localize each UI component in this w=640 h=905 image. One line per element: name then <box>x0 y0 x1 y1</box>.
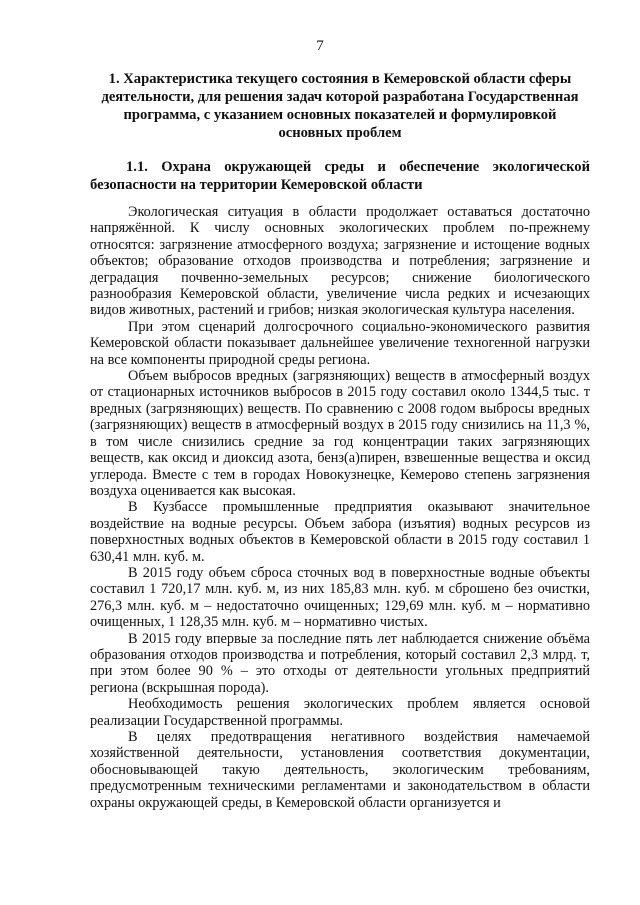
paragraph: Необходимость решения экологических проблем является основой реализации Государственной программы. <box>90 696 590 729</box>
paragraph: В 2015 году впервые за последние пять лет наблюдается снижение объёма образования отходов производства и потребления, который составил 2,3 млрд. т, при этом более 90 % – это отходы от деятельности угольных предприятий региона (вскрышная порода). <box>90 630 590 696</box>
subsection-heading: 1.1. Охрана окружающей среды и обеспечение экологической безопасности на территории Кемеровской области <box>90 159 590 193</box>
paragraph: При этом сценарий долгосрочного социально-экономического развития Кемеровской области показывает дальнейшее увеличение техногенной нагрузки на все компоненты природной среды региона. <box>90 318 590 368</box>
paragraph: Объем выбросов вредных (загрязняющих) веществ в атмосферный воздух от стационарных источников выбросов в 2015 году составил около 1344,5 тыс. т вредных (загрязняющих) веществ. По сравнению с 2008 годом выбросы вредных (загрязняющих) веществ в атмосферный воздух в 2015 году снизились на 11,3 %, в том числе снизились средние за год концентрации таких загрязняющих веществ, как оксид и диоксид азота, бенз(а)пирен, взвешенные вещества и оксид углерода. Вместе с тем в городах Новокузнецке, Кемерово степень загрязнения воздуха оценивается как высокая. <box>90 368 590 499</box>
paragraph: В Кузбассе промышленные предприятия оказывают значительное воздействие на водные ресурсы. Объем забора (изъятия) водных ресурсов из поверхностных водных объектов в Кемеровской области в 2015 году составил 1 630,41 млн. куб. м. <box>90 499 590 565</box>
section-heading: 1. Характеристика текущего состояния в Кемеровской области сферы деятельности, для решения задач которой разработана Государственная программа, с указанием основных показателей и формулировкой основных проблем <box>101 71 579 141</box>
paragraph: В 2015 году объем сброса сточных вод в поверхностные водные объекты составил 1 720,17 млн. куб. м, из них 185,83 млн. куб. м сброшено без очистки, 276,3 млн. куб. м – недостаточно очищенных; 129,69 млн. куб. м – нормативно очищенных, 1 128,35 млн. куб. м – нормативно чистых. <box>90 564 590 631</box>
paragraph: В целях предотвращения негативного воздействия намечаемой хозяйственной деятельности, установления соответствия документации, обосновывающей такую деятельность, экологическим требованиям, предусмотренным техническими регламентами и законодательством в области охраны окружающей среды, в Кемеровской области организуется и <box>90 729 590 811</box>
page-number: 7 <box>316 38 324 54</box>
body-text <box>90 204 590 811</box>
paragraph: Экологическая ситуация в области продолжает оставаться достаточно напряжённой. К числу основных экологических проблем по-прежнему относятся: загрязнение атмосферного воздуха; загрязнение и истощение водных объектов; образование отходов производства и потребления; загрязнение и деградация почвенно-земельных ресурсов; снижение биологического разнообразия Кемеровской области, увеличение числа редких и исчезающих видов животных, растений и грибов; низкая экологическая культура населения. <box>90 204 590 319</box>
